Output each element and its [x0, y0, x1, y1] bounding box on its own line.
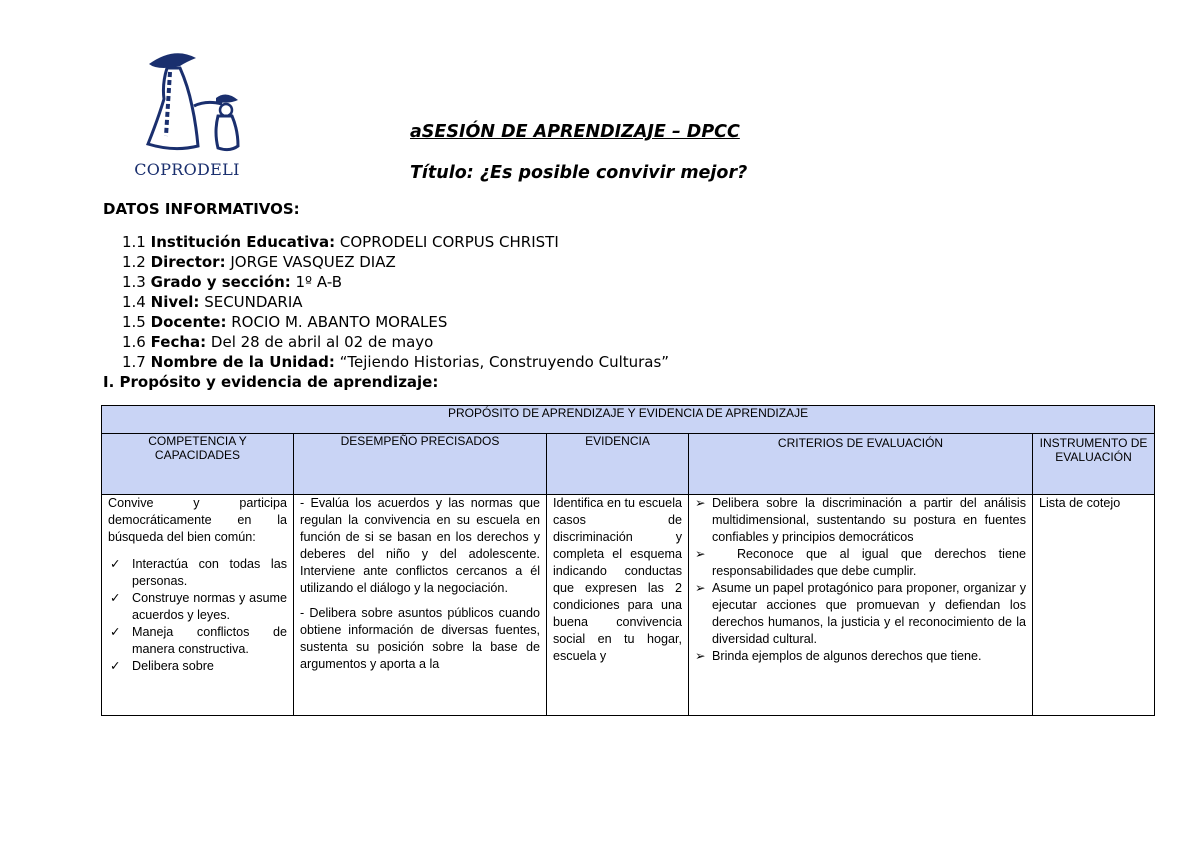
competencia-intro: Convive y participa democráticamente en la búsqueda del bien común:: [108, 496, 287, 544]
info-list: [122, 232, 669, 372]
list-item: ➢ Reconoce que al igual que derechos tiene responsabilidades que debe cumplir.: [695, 547, 1030, 578]
check-icon: ✓: [110, 591, 121, 605]
mother-child-icon: [134, 44, 244, 156]
list-item: ✓ Delibera sobre: [110, 659, 214, 673]
table-caption: PROPÓSITO DE APRENDIZAJE Y EVIDENCIA DE APRENDIZAJE: [102, 406, 1155, 434]
info-item: 1.2 Director: JORGE VASQUEZ DIAZ: [122, 253, 396, 271]
desempeno-text: - Delibera sobre asuntos públicos cuando obtiene información de diversas fuentes, sustenta su posición sobre la base de argumentos y aporta a la: [300, 606, 540, 671]
arrow-icon: ➢: [695, 496, 706, 510]
header-competencia: COMPETENCIA Y CAPACIDADES: [102, 434, 294, 495]
desempeno-text: - Evalúa los acuerdos y las normas que regulan la convivencia en su escuela en función de si se basan en los derechos y deberes del niño y del adolescente. Interviene ante conflictos cercanos a él utilizando el diálogo y la negociación.: [300, 496, 540, 595]
check-icon: ✓: [110, 557, 121, 571]
learning-purpose-table: [101, 405, 1155, 716]
criterios-list: [695, 495, 1030, 665]
check-icon: ✓: [110, 659, 121, 673]
arrow-icon: ➢: [695, 649, 706, 663]
list-item: ➢ Delibera sobre la discriminación a partir del análisis multidimensional, sustentando su postura en fuentes confiables y principios democráticos: [695, 496, 1026, 544]
page-subtitle: Título: ¿Es posible convivir mejor?: [410, 163, 748, 183]
section-heading: I. Propósito y evidencia de aprendizaje:: [103, 373, 439, 391]
criterios-cell: [689, 495, 1033, 716]
header-desempeno: DESEMPEÑO PRECISADOS: [294, 434, 547, 495]
list-item: ✓ Maneja conflictos de manera constructiva.: [110, 625, 287, 656]
logo-text: COPRODELI: [134, 160, 240, 179]
list-item: ✓ Interactúa con todas las personas.: [110, 557, 287, 588]
competencia-cell: [102, 495, 294, 716]
header-criterios: CRITERIOS DE EVALUACIÓN: [689, 434, 1033, 495]
evidencia-text: Identifica en tu escuela casos de discriminación y completa el esquema indicando conductas que expresen las 2 condiciones para una buena convivencia social en tu hogar, escuela y: [553, 496, 682, 663]
info-item: 1.4 Nivel: SECUNDARIA: [122, 293, 303, 311]
info-item: 1.5 Docente: ROCIO M. ABANTO MORALES: [122, 313, 448, 331]
info-item: 1.6 Fecha: Del 28 de abril al 02 de mayo: [122, 333, 434, 351]
arrow-icon: ➢: [695, 581, 706, 595]
info-item: 1.3 Grado y sección: 1º A-B: [122, 273, 342, 291]
header-evidencia: EVIDENCIA: [547, 434, 689, 495]
instrumento-cell: Lista de cotejo: [1033, 495, 1155, 716]
header-instrumento: INSTRUMENTO DE EVALUACIÓN: [1033, 434, 1155, 495]
datos-heading: DATOS INFORMATIVOS:: [103, 200, 300, 218]
list-item: ➢ Brinda ejemplos de algunos derechos que tiene.: [695, 649, 982, 663]
evidencia-cell: [547, 495, 689, 716]
info-item: 1.1 Institución Educativa: COPRODELI CORPUS CHRISTI: [122, 233, 559, 251]
page-title: aSESIÓN DE APRENDIZAJE – DPCC: [410, 122, 740, 142]
info-item: 1.7 Nombre de la Unidad: “Tejiendo Historias, Construyendo Culturas”: [122, 353, 670, 371]
arrow-icon: ➢: [695, 547, 706, 561]
desempeno-cell: [294, 495, 547, 716]
list-item: ✓ Construye normas y asume acuerdos y leyes.: [110, 591, 287, 622]
coprodeli-logo: [122, 44, 262, 189]
list-item: ➢ Asume un papel protagónico para proponer, organizar y ejecutar acciones que promuevan y defiendan los derechos humanos, la justicia y el reconocimiento de la diversidad cultural.: [695, 581, 1026, 646]
capacidades-list: [108, 556, 287, 675]
check-icon: ✓: [110, 625, 121, 639]
